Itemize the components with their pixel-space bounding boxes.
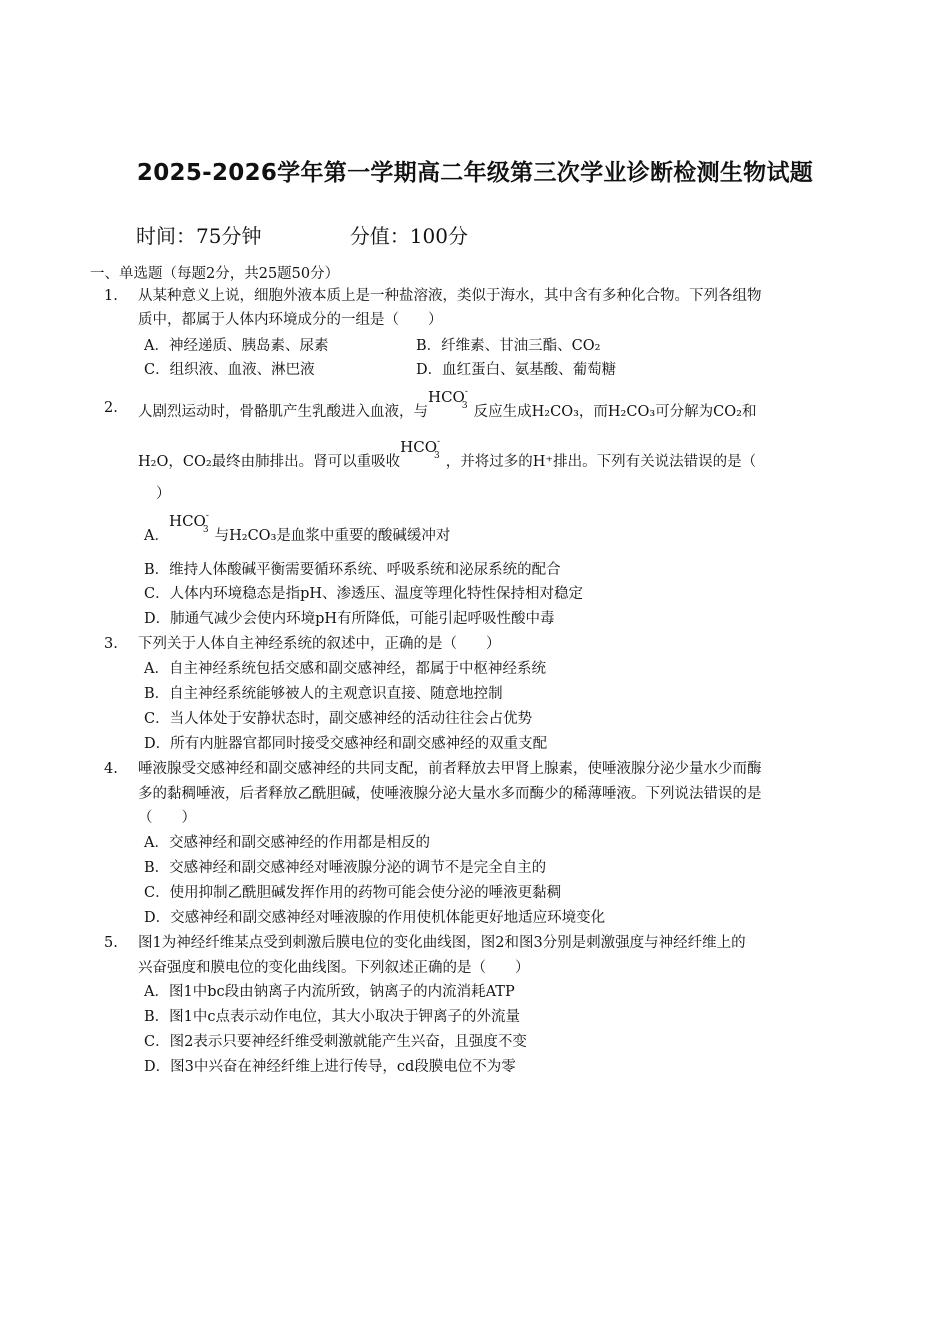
bicarbonate-formula	[168, 511, 215, 552]
question-text: 多的黏稠唾液，后者释放乙酰胆碱，使唾液腺分泌大量水多而酶少的稀薄唾液。下列说法错误的是	[138, 786, 762, 802]
question-text: ）	[156, 486, 171, 502]
question-number: 3.	[104, 636, 118, 652]
option-a: A．交感神经和副交感神经的作用都是相反的	[144, 835, 430, 851]
formula-subscript: 3	[434, 451, 440, 461]
exam-score: 分值：100分	[349, 224, 468, 248]
option-c: C．组织液、血液、淋巴液	[144, 362, 315, 378]
exam-time: 时间：75分钟	[136, 224, 262, 248]
question-number: 5.	[104, 935, 118, 951]
question-text: 兴奋强度和膜电位的变化曲线图。下列叙述正确的是（ ）	[138, 960, 530, 976]
question-text-part: 反应生成H₂CO₃，而H₂CO₃可分解为CO₂和	[473, 404, 757, 420]
question-text: 下列关于人体自主神经系统的叙述中，正确的是（ ）	[138, 636, 501, 652]
option-a: A．图1中bc段由钠离子内流所致，钠离子的内流消耗ATP	[144, 984, 515, 1000]
question-text-part: ，并将过多的H⁺排出。下列有关说法错误的是（	[445, 454, 757, 470]
question-number: 4.	[104, 761, 118, 777]
option-c: C．图2表示只要神经纤维受刺激就能产生兴奋，且强度不变	[144, 1034, 527, 1050]
bicarbonate-formula	[428, 387, 474, 428]
option-label: A．	[144, 528, 169, 544]
question-number: 1.	[104, 288, 118, 304]
option-c: C．人体内环境稳态是指pH、渗透压、温度等理化特性保持相对稳定	[144, 586, 584, 602]
page-title: 2025-2026学年第一学期高二年级第三次学业诊断检测生物试题	[136, 160, 814, 186]
option-d: D．血红蛋白、氨基酸、葡萄糖	[416, 362, 617, 378]
formula-base: HCO	[400, 438, 437, 456]
question-text: 图1为神经纤维某点受到刺激后膜电位的变化曲线图，图2和图3分别是刺激强度与神经纤维上的	[138, 935, 746, 951]
formula-subscript: 3	[202, 525, 209, 535]
question-text: 质中，都属于人体内环境成分的一组是（ ）	[138, 312, 443, 328]
question-number: 2.	[104, 400, 118, 416]
option-d: D．所有内脏器官都同时接受交感神经和副交感神经的双重支配	[144, 736, 548, 752]
section-heading: 一、单选题（每题2分，共25题50分）	[90, 266, 340, 282]
option-b: B．维持人体酸碱平衡需要循环系统、呼吸系统和泌尿系统的配合	[144, 562, 561, 578]
option-text: 与H₂CO₃是血浆中重要的酸碱缓冲对	[214, 528, 451, 544]
formula-base: HCO	[168, 512, 206, 530]
option-c: C．当人体处于安静状态时，副交感神经的活动往往会占优势	[144, 711, 533, 727]
option-a	[144, 511, 451, 552]
option-a: A．自主神经系统包括交感和副交感神经，都属于中枢神经系统	[144, 661, 546, 677]
formula-base: HCO	[428, 388, 465, 406]
option-d: D．交感神经和副交感神经对唾液腺的作用使机体能更好地适应环境变化	[144, 910, 606, 926]
formula-charge: -	[464, 387, 468, 397]
option-a: A．神经递质、胰岛素、尿素	[144, 338, 329, 354]
option-b: B．自主神经系统能够被人的主观意识直接、随意地控制	[144, 686, 503, 702]
question-text	[138, 387, 757, 428]
option-d: D．图3中兴奋在神经纤维上进行传导，cd段膜电位不为零	[144, 1059, 516, 1075]
option-b: B．纤维素、甘油三酯、CO₂	[416, 338, 601, 354]
question-text-part: 人剧烈运动时，骨骼肌产生乳酸进入血液，与	[138, 404, 428, 420]
bicarbonate-formula	[400, 437, 446, 478]
formula-charge: -	[437, 437, 441, 447]
option-d: D．肺通气减少会使内环境pH有所降低，可能引起呼吸性酸中毒	[144, 611, 555, 627]
question-text-part: H₂O，CO₂最终由肺排出。肾可以重吸收	[138, 454, 401, 470]
question-text: 唾液腺受交感神经和副交感神经的共同支配，前者释放去甲肾上腺素，使唾液腺分泌少量水少而酶	[138, 761, 762, 777]
question-text	[138, 437, 757, 478]
option-c: C．使用抑制乙酰胆碱发挥作用的药物可能会使分泌的唾液更黏稠	[144, 885, 562, 901]
formula-subscript: 3	[461, 401, 468, 411]
formula-charge: -	[205, 511, 209, 521]
option-b: B．图1中c点表示动作电位，其大小取决于钾离子的外流量	[144, 1009, 520, 1025]
option-b: B．交感神经和副交感神经对唾液腺分泌的调节不是完全自主的	[144, 860, 547, 876]
question-text: 从某种意义上说，细胞外液本质上是一种盐溶液，类似于海水，其中含有多种化合物。下列各组物	[138, 288, 762, 304]
exam-meta	[136, 220, 468, 249]
question-text: （ ）	[138, 810, 196, 826]
